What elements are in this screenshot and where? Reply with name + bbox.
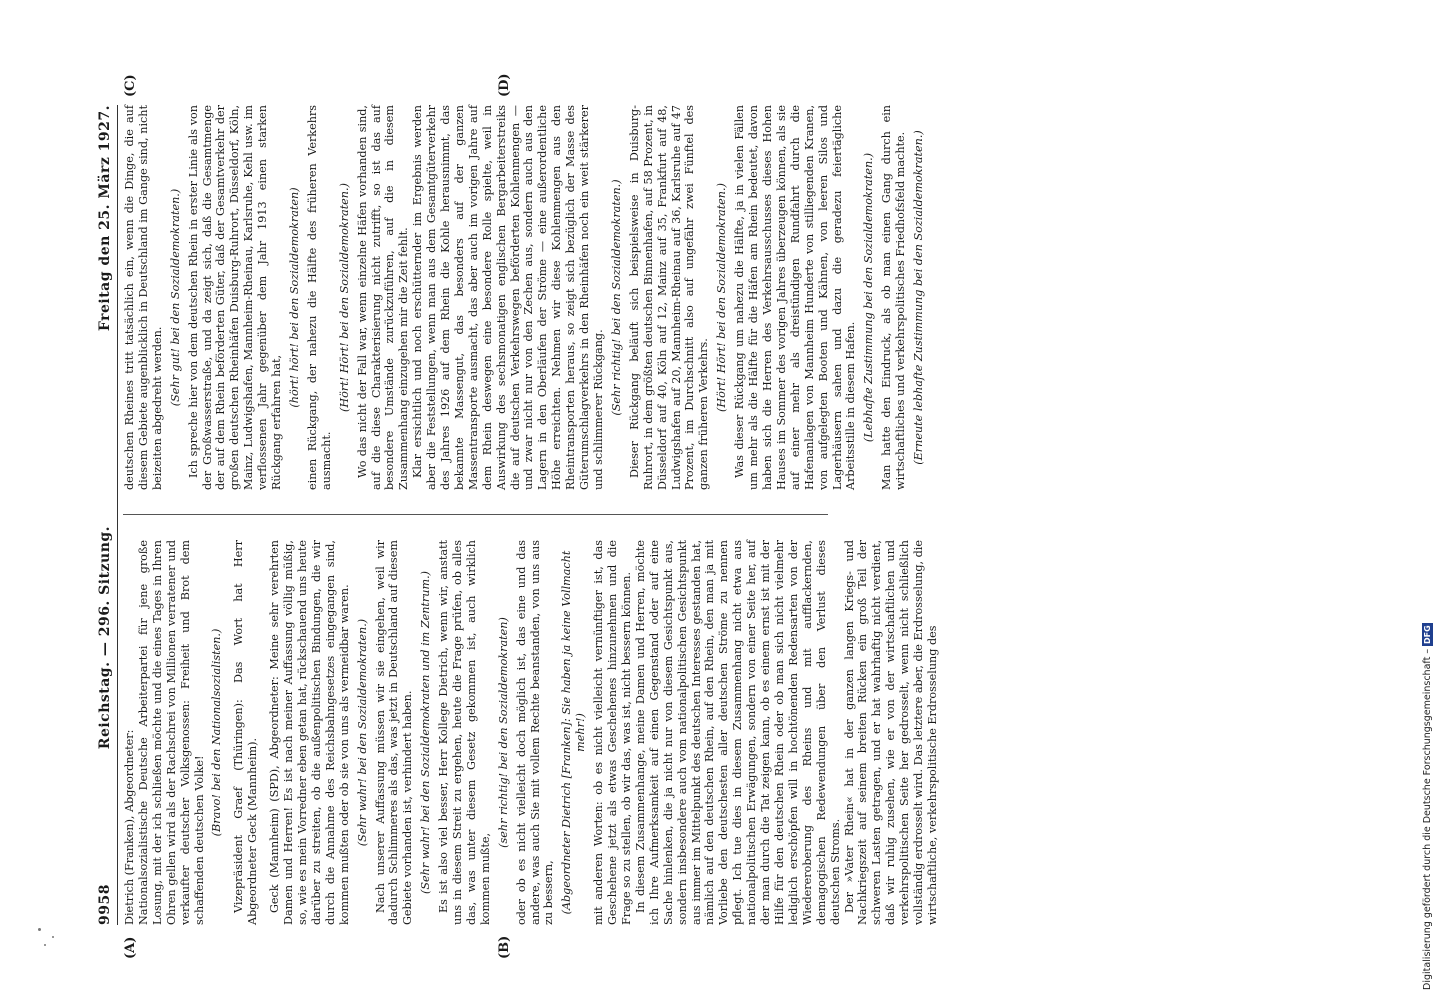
interjection: (sehr richtig! bei den Sozialdemokraten) — [496, 617, 510, 848]
paragraph: Dietrich (Franken), Abgeordneter: — [123, 729, 136, 925]
interjection: (Bravo! bei den Nationalsozialisten.) — [210, 628, 224, 837]
margin-marker-c: (C) — [123, 74, 138, 97]
margin-marker-a: (A) — [123, 936, 138, 959]
header-rule — [117, 105, 118, 925]
page-number: 9958 — [97, 884, 113, 925]
paragraph: Wo das nicht der Fall war, wenn einzelne Häfen vorhanden sind, auf die diese Charakterisierung nicht zutrifft, so ist das auf besondere Umstände zurückzuführen, auf die in diesem Zusammenhang einzugehen mir die Zeit fehlt. — [355, 105, 411, 490]
paragraph: Vizepräsident Graef (Thüringen): Das Wort hat Herr Abgeordneter Geck (Mannheim). — [232, 540, 260, 925]
paragraph: Der »Vater Rhein« hat in der ganzen langen Kriegs- und Nachkriegszeit auf seinem breiten Rücken ein groß Teil der schweren Lasten getragen, und er hat wahrhaftig nicht verdient, daß wir ruhig zusehen, wie er von der wirtschaftlichen und verkehrspolitischen Seite her gedrosselt, wenn nicht schließlich vollständig erdrosselt wird. Das letztere aber, die Erdrosselung, die wirtschaftliche, verkehrspolitische Erdrosselung des — [842, 540, 939, 925]
left-column — [123, 540, 940, 925]
interjection: (Sehr gut! bei den Sozialdemokraten.) — [168, 188, 182, 407]
column-divider — [123, 514, 828, 515]
margin-marker-d: (D) — [497, 73, 512, 97]
interjection: (Hört! Hört! bei den Sozialdemokraten.) — [715, 183, 729, 412]
dfg-logo: DFG — [1423, 625, 1432, 644]
paragraph: mit anderen Worten: ob es nicht vielleicht vernünftiger ist, das Geschehene jetzt als etwas Geschehenes hinzunehmen und die Frage so zu stellen, ob wir das, was ist, nicht bessern können. — [592, 540, 633, 925]
interjection: (Sehr richtig! bei den Sozialdemokraten.) — [609, 179, 623, 416]
right-column — [123, 105, 930, 490]
interjection: (Sehr wahr! bei den Sozialdemokraten.) — [355, 618, 369, 847]
interjection: (Sehr wahr! bei den Sozialdemokraten und im Zentrum.) — [419, 570, 433, 895]
digitization-credit — [1422, 10, 1433, 990]
paragraph: Was dieser Rückgang um nahezu die Hälfte, ja in vielen Fällen um mehr als die Hälfte für die Häfen am Rhein bedeutet, davon haben sich die Herren des Verkehrsausschusses dieses Hohen Hauses im Sommer des vorigen Jahres überzeugen können, als sie auf einer mehr als dreistündigen Rundfahrt durch die Hafenanlagen von Mannheim Hunderte von stilliegenden Kranen, von aufgelegten Booten und Kähnen, von leeren Silos und Lagerhäusern sahen und dazu die geradezu feiertägliche Arbeitsstille in diesem Hafen. — [733, 105, 858, 490]
paragraph: Klar ersichtlich und noch erschütternder im Ergebnis werden aber die Feststellungen, wenn man aus dem Gesamtgüterverkehr des Jahres 1926 auf dem Rhein die Kohle herausnimmt, das bekannte Massengut, das besonders auf der ganzen Massentransporte ausmacht, das aber auch im vorigen Jahre auf dem Rhein deswegen eine besondere Rolle spielte, weil in Auswirkung des sechsmonatigen englischen Bergarbeiterstreiks die auf deutschen Verkehrswegen beförderten Kohlenmengen — und zwar nicht nur von den Zechen aus, sondern auch aus den Lagern in den Oberläufen der Ströme — eine außerordentliche Höhe erreichten. Nehmen wir diese Kohlenmengen aus den Rheintransporten heraus, so zeigt sich bezüglich der Masse des Güterumschlagverkehrs in den Rheinhäfen noch ein weit stärkerer und schlimmerer Rückgang. — [411, 105, 605, 490]
paragraph: Ich spreche hier von dem deutschen Rhein in erster Linie als von der Großwasserstraße, und da zeigt sich, daß die Gesamtmenge der auf dem Rhein beförderten Güter, daß der Gesamtverkehr der großen deutschen Rheinhäfen Duisburg-Ruhrort, Düsseldorf, Köln, Mainz, Ludwigshafen, Mannheim-Rheinau, Karlsruhe, Kehl usw. im verflossenen Jahr gegenüber dem Jahr 1913 einen starken Rückgang erfahren hat, — [186, 105, 284, 490]
header-title: Reichstag. — 296. Sitzung. — [97, 525, 113, 750]
scan-speck — [44, 944, 46, 946]
interjection: (Erneute lebhafte Zustimmung bei den Sozialdemokraten.) — [912, 130, 926, 465]
interjection: (Abgeordneter Dietrich [Franken]: Sie haben ja keine Vollmacht mehr!) — [560, 550, 588, 915]
paragraph: einen Rückgang, der nahezu die Hälfte des früheren Verkehrs ausmacht. — [305, 105, 333, 490]
interjection: (Hört! Hört! bei den Sozialdemokraten.) — [337, 183, 351, 412]
header-date: Freitag den 25. März 1927. — [97, 105, 113, 332]
interjection: (hört! hört! bei den Sozialdemokraten) — [287, 187, 301, 408]
margin-marker-b: (B) — [497, 935, 512, 959]
rotated-page — [87, 73, 939, 959]
page-header — [87, 105, 113, 925]
paragraph: Geck (Mannheim) (SPD), Abgeordneter: Meine sehr verehrten Damen und Herren! Es ist nach meiner Auffassung völlig müßig, so, wie es mein Vorredner eben getan hat, rückschauend uns heute darüber zu streiten, ob die außenpolitischen Bindungen, die wir durch die Annahme des Reichsbahngesetzes eingegangen sind, kommen mußten oder ob sie von uns als vermeidbar waren. — [268, 540, 351, 925]
paragraph: Nationalsozialistische Deutsche Arbeiterpartei für jene große Losung, mit der ich schließen möchte und die eines Tages in Ihren Ohren gellen wird als der Rachschrei von Millionen verratener und verkaufter deutscher Volksgenossen: Freiheit und Brot dem schaffenden deutschen Volke! — [136, 540, 206, 925]
credit-text: Digitalisierung gefördert durch die Deutsche Forschungsgemeinschaft – — [1422, 648, 1433, 990]
paragraph: Es ist also viel besser, Herr Kollege Dietrich, wenn wir, anstatt uns in diesem Streit zu ergehen, heute die Frage prüfen, ob alles das, was unter diesem Gesetz gekommen ist, auch wirklich kommen mußte, — [437, 540, 492, 925]
paragraph: Nach unserer Auffassung müssen wir sie eingehen, weil wir dadurch Schlimmeres als das, was jetzt in Deutschland auf diesem Gebiete vorhanden ist, verhindert haben. — [373, 540, 415, 925]
paragraph: Dieser Rückgang beläuft sich beispielsweise in Duisburg-Ruhrort, in dem größten deutschen Binnenhafen, auf 58 Prozent, in Düsseldorf auf 40, Köln auf 12, Mainz auf 35, Frankfurt auf 48, Ludwigshafen auf 20, Mannheim-Rheinau auf 36, Karlsruhe auf 47 Prozent, im Durchschnitt also auf ungefähr zwei Fünftel des ganzen früheren Verkehrs. — [627, 105, 711, 490]
interjection: (Lebhafte Zustimmung bei den Sozialdemokraten.) — [862, 152, 876, 443]
paragraph: In diesem Zusammenhange, meine Damen und Herren, möchte ich Ihre Aufmerksamkeit auf einen Gegenstand oder auf eine Sache hinlenken, die ja nicht nur von diesem Gesichtspunkt aus, sondern insbesondere auch vom nationalpolitischen Gesichtspunkt aus immer im Mittelpunkt des deutschen Interesses gestanden hat, nämlich auf den deutschen Rhein, auf den Rhein, den man ja mit Vorliebe den deutschesten aller deutschen Ströme zu nennen pflegt. Ich tue dies in diesem Zusammenhang nicht etwa aus nationalpolitischen Erwägungen, sondern von einer Seite her, auf der man durch die Tat zeigen kann, ob es einem ernst ist mit der Hilfe für den deutschen Rhein oder ob man sich nicht vielmehr lediglich erschöpfen will in hochtönenden Redensarten von der Wiedereroberung des Rheins und mit aufflackernden, demagogischen Redewendungen über den Verlust dieses deutschen Stroms. — [633, 540, 842, 925]
paragraph: Man hatte den Eindruck, als ob man einen Gang durch ein wirtschaftliches und verkehrspolitisches Friedhofsfeld machte. — [880, 105, 908, 490]
scan-speck — [38, 928, 41, 931]
paragraph: deutschen Rheines tritt tatsächlich ein, wenn die Dinge, die auf diesem Gebiete augenblicklich in Deutschland im Gange sind, nicht beizeiten abgedreht werden. — [123, 105, 164, 490]
paragraph: oder ob es nicht vielleicht doch möglich ist, das eine und das andere, was auch Sie mit vollem Rechte beanstanden, von uns aus zu bessern, — [514, 540, 556, 925]
scan-speck — [52, 936, 54, 938]
